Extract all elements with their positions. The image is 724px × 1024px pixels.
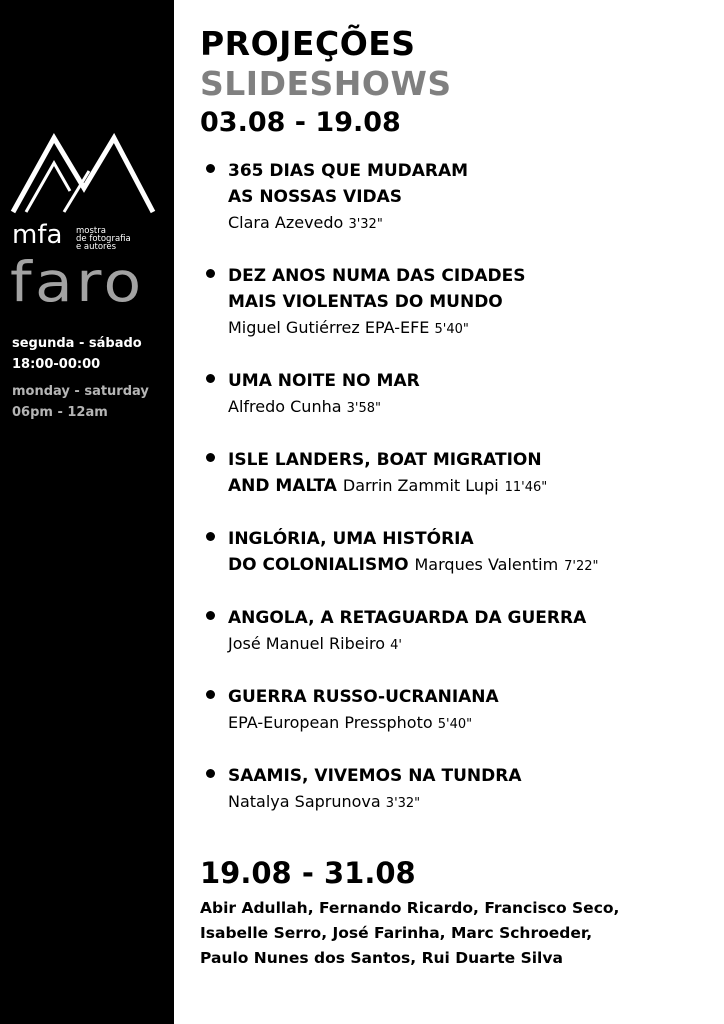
names-line: Abir Adullah, Fernando Ricardo, Francisco Seco,	[200, 899, 620, 917]
days-en: monday - saturday	[12, 384, 149, 399]
bullet-icon	[206, 690, 215, 699]
item-author: Natalya Saprunova	[228, 792, 381, 811]
time-pt: 18:00-00:00	[12, 357, 101, 372]
period-dates: 03.08 - 19.08	[200, 107, 401, 138]
item-title-line	[228, 473, 710, 501]
item-title-text: AS NOSSAS VIDAS	[228, 187, 403, 207]
item-title-line	[228, 763, 710, 789]
bullet-icon	[206, 374, 215, 383]
bullet-icon	[206, 453, 215, 462]
item-duration: 5'40"	[434, 322, 469, 337]
item-author: Marques Valentim	[414, 555, 559, 574]
item-author: Darrin Zammit Lupi	[342, 476, 499, 495]
item-author: Miguel Gutiérrez EPA-EFE	[228, 318, 430, 337]
item-duration: 7'22"	[564, 559, 599, 574]
item-duration: 5'40"	[437, 717, 473, 732]
logo-subtitle	[76, 227, 131, 251]
item-author: José Manuel Ribeiro	[228, 634, 386, 653]
mountains-logo-icon	[10, 133, 156, 215]
list-item	[200, 368, 710, 422]
second-period-dates: 19.08 - 31.08	[200, 856, 416, 890]
item-title-text: SAAMIS, VIVEMOS NA TUNDRA	[228, 766, 522, 786]
logo-faro-text: faro	[10, 250, 145, 314]
item-author-line	[228, 789, 710, 817]
list-item	[200, 763, 710, 817]
item-author-line	[228, 394, 710, 422]
item-author: EPA-European Pressphoto	[228, 713, 433, 732]
item-author-line	[228, 710, 710, 738]
bullet-icon	[206, 532, 215, 541]
item-title-line	[228, 158, 710, 184]
item-title-text: INGLÓRIA, UMA HISTÓRIA	[228, 529, 474, 549]
slideshow-list	[200, 158, 710, 817]
logo-sub-line: mostra	[76, 226, 106, 236]
item-title-text: 365 DIAS QUE MUDARAM	[228, 161, 469, 181]
item-author: Clara Azevedo	[228, 213, 344, 232]
sidebar	[0, 0, 174, 1024]
list-item	[200, 605, 710, 659]
item-title-text: ISLE LANDERS, BOAT MIGRATION	[228, 450, 542, 470]
main-content	[200, 24, 710, 842]
item-title-text: DEZ ANOS NUMA DAS CIDADES	[228, 266, 526, 286]
item-title-text: MAIS VIOLENTAS DO MUNDO	[228, 292, 503, 312]
item-duration: 3'32"	[385, 796, 421, 811]
list-item	[200, 263, 710, 343]
item-title-line	[228, 263, 710, 289]
item-title-text: GUERRA RUSSO-UCRANIANA	[228, 687, 499, 707]
item-title-line	[228, 447, 710, 473]
item-author-line	[228, 210, 710, 238]
photographer-names	[200, 896, 715, 971]
page-title: PROJEÇÕES	[200, 24, 416, 63]
bullet-icon	[206, 269, 215, 278]
item-duration: 11'46"	[504, 480, 548, 495]
list-item	[200, 158, 710, 238]
item-title-line	[228, 289, 710, 315]
item-title-text: ANGOLA, A RETAGUARDA DA GUERRA	[228, 608, 587, 628]
item-author-line	[228, 631, 710, 659]
bullet-icon	[206, 769, 215, 778]
item-title-line	[228, 605, 710, 631]
bullet-icon	[206, 164, 215, 173]
item-author: Alfredo Cunha	[228, 397, 342, 416]
item-title-text: DO COLONIALISMO	[228, 555, 409, 575]
item-title-line	[228, 552, 710, 580]
list-item	[200, 684, 710, 738]
names-line: Paulo Nunes dos Santos, Rui Duarte Silva	[200, 949, 563, 967]
item-duration: 3'58"	[346, 401, 381, 416]
days-pt: segunda - sábado	[12, 336, 142, 351]
list-item	[200, 447, 710, 501]
logo-sub-line: e autores	[76, 242, 117, 252]
page-subtitle: SLIDESHOWS	[200, 64, 452, 103]
item-title-line	[228, 184, 710, 210]
bullet-icon	[206, 611, 215, 620]
item-title-text: UMA NOITE NO MAR	[228, 371, 420, 391]
opening-hours-portuguese	[12, 333, 142, 375]
item-title-text: AND MALTA	[228, 476, 337, 496]
item-title-line	[228, 684, 710, 710]
item-author-line	[228, 315, 710, 343]
item-duration: 4'	[390, 638, 403, 653]
item-title-line	[228, 368, 710, 394]
item-duration: 3'32"	[348, 217, 383, 232]
names-line: Isabelle Serro, José Farinha, Marc Schroeder,	[200, 924, 593, 942]
time-en: 06pm - 12am	[12, 405, 108, 420]
logo-sub-line: de fotografia	[76, 234, 131, 244]
list-item	[200, 526, 710, 580]
opening-hours-english	[12, 381, 149, 423]
item-title-line	[228, 526, 710, 552]
logo-mfa-text: mfa	[12, 220, 63, 250]
